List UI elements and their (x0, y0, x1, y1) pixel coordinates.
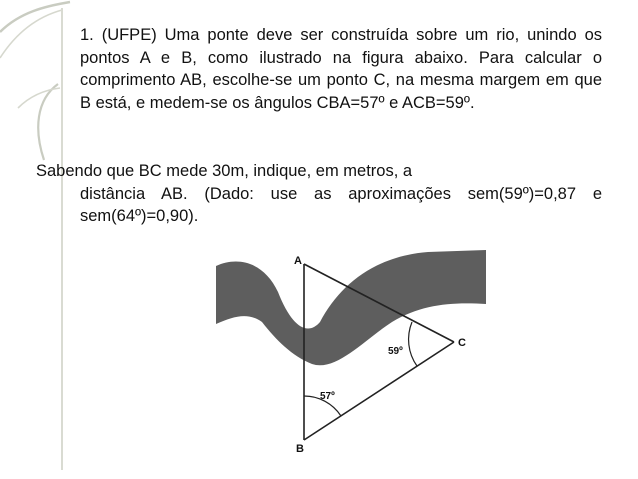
angle-c-label: 59º (388, 346, 403, 357)
problem-paragraph-2-rest: distância AB. (Dado: use as aproximações sem(59º)=0,87 e sem(64º)=0,90). (80, 184, 602, 225)
decorative-curves (0, 0, 80, 479)
problem-paragraph-2-first-line: Sabendo que BC mede 30m, indique, em metros, a (36, 162, 413, 180)
decor-curve-mid (38, 84, 58, 160)
angle-b-label: 57º (320, 391, 335, 402)
point-c-label: C (458, 337, 466, 349)
point-b-label: B (296, 443, 304, 455)
problem-paragraph-2 (36, 160, 602, 228)
decor-curve-top (0, 2, 70, 32)
angle-arc-c (409, 322, 417, 366)
point-a-label: A (294, 255, 302, 267)
bridge-triangle-figure (216, 244, 486, 465)
problem-paragraph-1: 1. (UFPE) Uma ponte deve ser construída sobre um rio, unindo os pontos A e B, como ilustrado na figura abaixo. Para calcular o comprimento AB, escolhe-se um ponto C, na mesma margem em que B está, e medem-se os ângulos CBA=57º e ACB=59º. (80, 26, 602, 112)
decor-curve-low (18, 88, 60, 108)
decor-curve-top-2 (0, 10, 62, 58)
